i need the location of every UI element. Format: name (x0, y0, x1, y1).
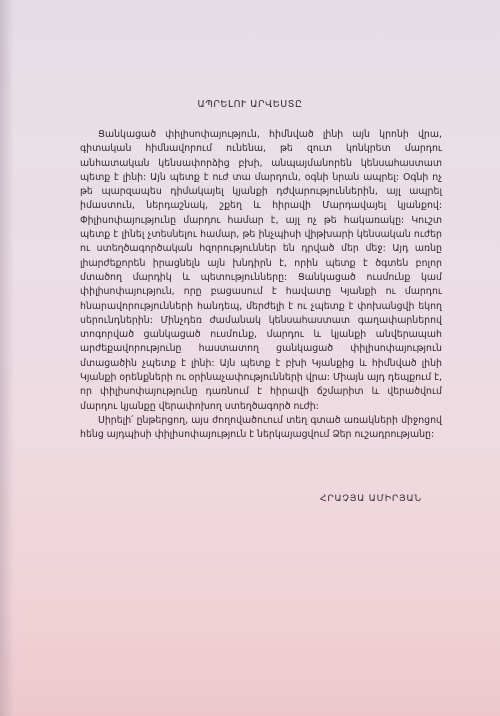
body-text (80, 128, 442, 443)
page-title: ԱՊՐԵԼՈՒ ԱՐՎԵՍՏԸ (197, 99, 303, 110)
paragraph-1: Ցանկացած փիլիսոփայություն, հիմնված լինի այն կրոնի վրա, գիտական հիմնավորում ունենա, թե զուտ կոնկրետ մարդու անհատական կենսափորձից բխի, անպայմանորեն կենսահաստատ պետք է լինի: Այն պետք է ուժ տա մարդուն, օգնի նրան ապրել: Օգնի ոչ թե պարզապես դիմակայել կյանքի դժվարություններին, այլ ապրել իմաստուն, ներդաշնակ, շքեղ և հիրավի Մարդավայել կյանքով: Փիլիսոփայությունը մարդու համար է, այլ ոչ թե հակառակը: Կուշտ պետք է լինել չտեսնելու համար, թե ինչպիսի վիթխարի կենսական ուժեր ու ստեղծագործական հզորություններ են դրված մեր մեջ: Այդ առնը լիարժեքորեն իրացնելն այն խնդիրն է, որին պետք է ծգտեն բոլոր մտածող մարդիկ և պետությունները: Ցանկացած ուսմունք կամ փիլիսոփայություն, որը բացասում է հավատը Կյանքի ու մարդու հնարավորությունների հանդեպ, մերժելի է ու չպետք է փոխանցվի եկող սերունդներին: Մինչդեռ ժամանակ կենսահաստատ գաղափարներով տոգորված ցանկացած ուսմունք, մարդու և կյանքի անվերապահ արժեքավորությունը հաստատող ցանկացած փիլիսոփայություն մտացածին չպետք է լինի: Այն պետք է բխի Կյանքից և հիմնված լինի Կյանքի օրենքների ու օրինաչափությունների վրա: Միայն այդ դեպքում է, որ փիլիսոփայությունը դառնում է հիրավի ճշմարիտ և վերածվում մարդու կյանքը վերափոխող ստեղծագործ ուժի: (80, 129, 442, 412)
author-signature: ՀՐԱՉՅԱ ԱՄԻՐՅԱՆ (320, 493, 422, 504)
paragraph-2: Սիրելի՛ ընթերցող, այս ժողովածուում տեղ գտած առակների միջոցով հենց այդպիսի փիլիսոփայություն է ներկայացվում Ձեր ուշադրությանը: (80, 414, 442, 441)
